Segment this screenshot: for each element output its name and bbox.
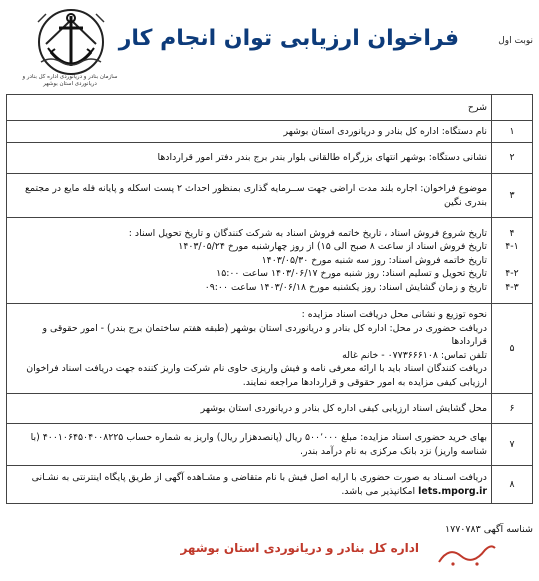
table-header-row — [7, 95, 533, 121]
row-number: ۴-۳ — [505, 281, 519, 293]
row-number: ۵ — [492, 304, 533, 394]
row-number: ۴-۲ — [505, 268, 519, 280]
row-number: ۳ — [492, 174, 533, 218]
row-number: ۲ — [492, 143, 533, 174]
row-text: بهای خرید حضوری اسناد مزایده: مبلغ ۵۰۰٬۰۰۰ ریال (پانصدهزار ریال) واریز به شماره حساب ۴۰۰۱۰۶۴۵۰۴۰۰۸۲۲۵ (با شناسه واریز) نزد بانک مرکزی به نام درآمد بندر. — [7, 424, 492, 466]
header — [0, 0, 539, 92]
header-num-cell — [492, 95, 533, 121]
row-line: تاریخ شروع فروش اسناد ، تاریخ خاتمه فروش اسناد به شرکت کنندگان و تاریخ تحویل اسناد : — [128, 227, 487, 239]
page-title: فراخوان ارزیابی توان انجام کار — [118, 26, 459, 51]
turn-label: نوبت اول — [498, 36, 533, 46]
row-line: تاریخ فروش اسناد از ساعت ۸ صبح الی ۱۵) از روز چهارشنبه مورخ ۱۴۰۳/۰۵/۲۴ — [178, 241, 487, 253]
row-number: ۷ — [492, 424, 533, 466]
row-line: تاریخ تحویل و تسلیم اسناد: روز شنبه مورخ ۱۴۰۳/۰۶/۱۷ ساعت ۱۵:۰۰ — [216, 268, 487, 280]
anchor-logo-icon — [26, 4, 116, 84]
row-text — [7, 218, 492, 304]
row-text: محل گشایش اسناد ارزیابی کیفی اداره کل بنادر و دریانوردی استان بوشهر — [7, 394, 492, 424]
row-number — [496, 254, 528, 268]
table-row — [7, 174, 533, 218]
row-text: نام دستگاه: اداره کل بنادر و دریانوردی استان بوشهر — [7, 121, 492, 143]
signature-flourish-icon — [435, 540, 499, 570]
ad-code: شناسه آگهی ۱۷۷۰۷۸۳ — [445, 524, 533, 535]
table-row — [7, 218, 533, 304]
website-link[interactable]: lets.mporg.ir — [418, 485, 487, 497]
row-line: تلفن تماس: ۰۷۷۳۶۶۶۱۰۸ - خانم غاله — [342, 349, 487, 361]
row-line: تاریخ و زمان گشایش اسناد: روز یکشنبه مورخ ۱۴۰۳/۰۶/۱۸ ساعت ۰۹:۰۰ — [204, 281, 487, 293]
row-number: ۴-۱ — [505, 241, 519, 253]
row-number: ۶ — [492, 394, 533, 424]
table-row — [7, 466, 533, 504]
row-text-part: دریافت اسـناد به صورت حضوری با ارایه اصل فیش با نام متقاضی و مشـاهده آگهی از طریق پایگاه اینترنتی به نشـانی — [31, 472, 487, 483]
row-number: ۴ — [509, 227, 515, 239]
table-row — [7, 121, 533, 143]
row-line: نحوه توزیع و نشانی محل دریافت اسناد مزایده : — [301, 309, 487, 320]
row-text — [7, 304, 492, 394]
signature: اداره کل بنادر و دریانوردی استان بوشهر — [180, 541, 419, 555]
row-text-part: امکانپذیر می باشد. — [341, 485, 416, 497]
row-number: ۸ — [492, 466, 533, 504]
row-text: موضوع فراخوان: اجاره بلند مدت اراضی جهت ســرمایه گذاری بمنظور احداث ۲ پست اسکله و پایانه فله مایع در مجتمع بندری نگین — [7, 174, 492, 218]
table-row — [7, 394, 533, 424]
table-row — [7, 304, 533, 394]
table-row — [7, 143, 533, 174]
row-text — [7, 466, 492, 504]
row-number-stack — [492, 218, 533, 304]
table-row — [7, 424, 533, 466]
row-number: ۱ — [492, 121, 533, 143]
row-line: تاریخ خاتمه فروش اسناد: روز سه شنبه مورخ ۱۴۰۳/۰۵/۳۰ — [261, 254, 487, 266]
row-text: نشانی دستگاه: بوشهر انتهای بزرگراه طالقانی بلوار بندر برج بندر دفتر امور قراردادها — [7, 143, 492, 174]
logo-caption: سازمان بنادر و دریانوردی اداره کل بنادر و دریانوردی استان بوشهر — [22, 74, 118, 87]
row-line: دریافت کنندگان اسناد باید با ارائه معرفی نامه و فیش واریزی حاوی نام شرکت واریز کننده جهت دریافت اسناد فراخوان ارزیابی کیفی مزایده به امور حقوقی و قراردادها مراجعه نمایند. — [26, 363, 487, 388]
row-line: دریافت حضوری در محل: اداره کل بنادر و دریانوردی استان بوشهر (طبقه هفتم ساختمان برج بندر) - امور حقوقی و قراردادها — [42, 322, 487, 347]
announcement-table — [6, 94, 533, 504]
header-label-cell: شرح — [7, 95, 492, 121]
